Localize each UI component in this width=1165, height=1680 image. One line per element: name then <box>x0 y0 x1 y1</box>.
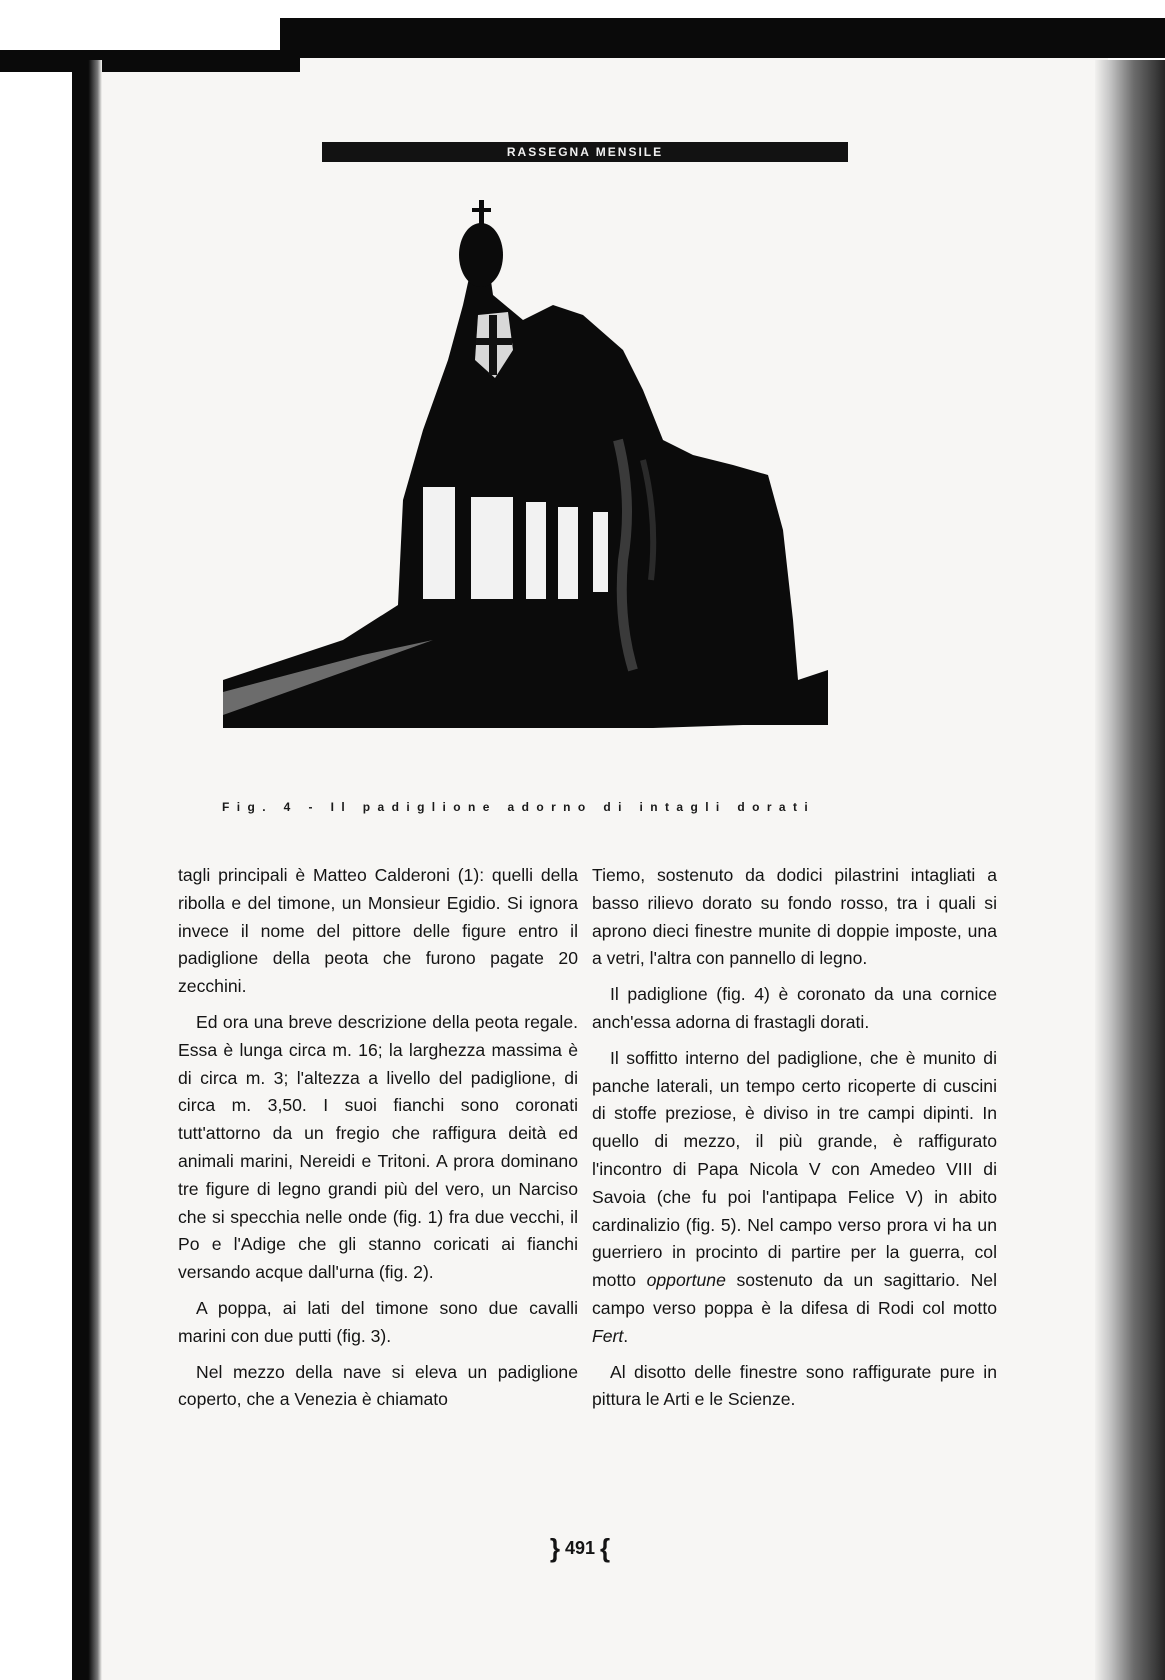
running-header <box>322 142 848 162</box>
paragraph: tagli principali è Matteo Calderoni (1): quelli della ribolla e del timone, un Monsieur Egidio. Si ignora invece il nome del pittore delle figure entro il padiglione della peota che furono pagate 20 zecchini. <box>178 865 578 997</box>
motto-opportune: opportune <box>646 1270 726 1291</box>
folio-brace-right: { <box>600 1533 611 1563</box>
folio-number: 491 <box>564 1538 596 1558</box>
page-number <box>540 1533 620 1564</box>
text-column-left <box>178 862 578 1422</box>
paragraph <box>592 1045 997 1351</box>
scan-binding-shadow <box>72 60 102 1680</box>
folio-brace-left: } <box>549 1533 560 1563</box>
text-column-right <box>592 862 997 1422</box>
scan-page-edge <box>1095 60 1165 1680</box>
paragraph: Al disotto delle finestre sono raffigurate pure in pittura le Arti e le Scienze. <box>592 1361 997 1410</box>
paragraph: Il padiglione (fig. 4) è coronato da una cornice anch'essa adorna di frastagli dorati. <box>592 984 997 1032</box>
scan-border-top <box>280 18 1165 58</box>
figure-caption: Fig. 4 - Il padiglione adorno di intagli dorati <box>222 800 816 814</box>
paragraph: Nel mezzo della nave si eleva un padiglione coperto, che a Venezia è chiamato <box>178 1361 578 1410</box>
paragraph: A poppa, ai lati del timone sono due cavalli marini con due putti (fig. 3). <box>178 1297 578 1346</box>
motto-fert: Fert <box>592 1325 624 1346</box>
paragraph-text: Il soffitto interno del padiglione, che è munito di panche laterali, un tempo certo ricoperte di cuscini di stoffe preziose, è diviso in tre campi dipinti. In quello di mezzo, il più grande, è raffigurato l'incontro di Papa Nicola V con Amedeo VIII di Savoia (che fu poi l'antipapa Felice V) in abito cardinalizio (fig. 5). Nel campo verso prora vi ha un guerriero in procinto di partire per la guerra, col motto <box>592 1047 997 1291</box>
paragraph: Tiemo, sostenuto da dodici pilastrini intagliati a basso rilievo dorato su fondo rosso, tra i quali si aprono dieci finestre munite di doppie imposte, una a vetri, l'altra con pannello di legno. <box>592 865 997 969</box>
figure-photo-padiglione <box>223 200 828 780</box>
running-header-title: RASSEGNA MENSILE <box>506 145 664 159</box>
padiglione-silhouette-image <box>223 200 828 780</box>
paragraph-text: sostenuto da un sagittario. Nel campo verso poppa è la difesa di Rodi col motto <box>592 1270 997 1318</box>
scan-border-top-left <box>0 50 300 72</box>
paragraph: Ed ora una breve descrizione della peota regale. Essa è lunga circa m. 16; la larghezza massima è di circa m. 3; l'altezza a livello del padiglione, di circa m. 3,50. I suoi fianchi sono coronati tutt'attorno da un fregio che raffigura deità ed animali marini, Nereidi e Tritoni. A prora dominano tre figure di legno grandi più del vero, un Narciso che si specchia nelle onde (fig. 1) fra due vecchi, il Po e l'Adige che gli stanno coricati ai fianchi versando acque dall'urna (fig. 2). <box>178 1011 578 1283</box>
paragraph-text: . <box>623 1325 629 1346</box>
